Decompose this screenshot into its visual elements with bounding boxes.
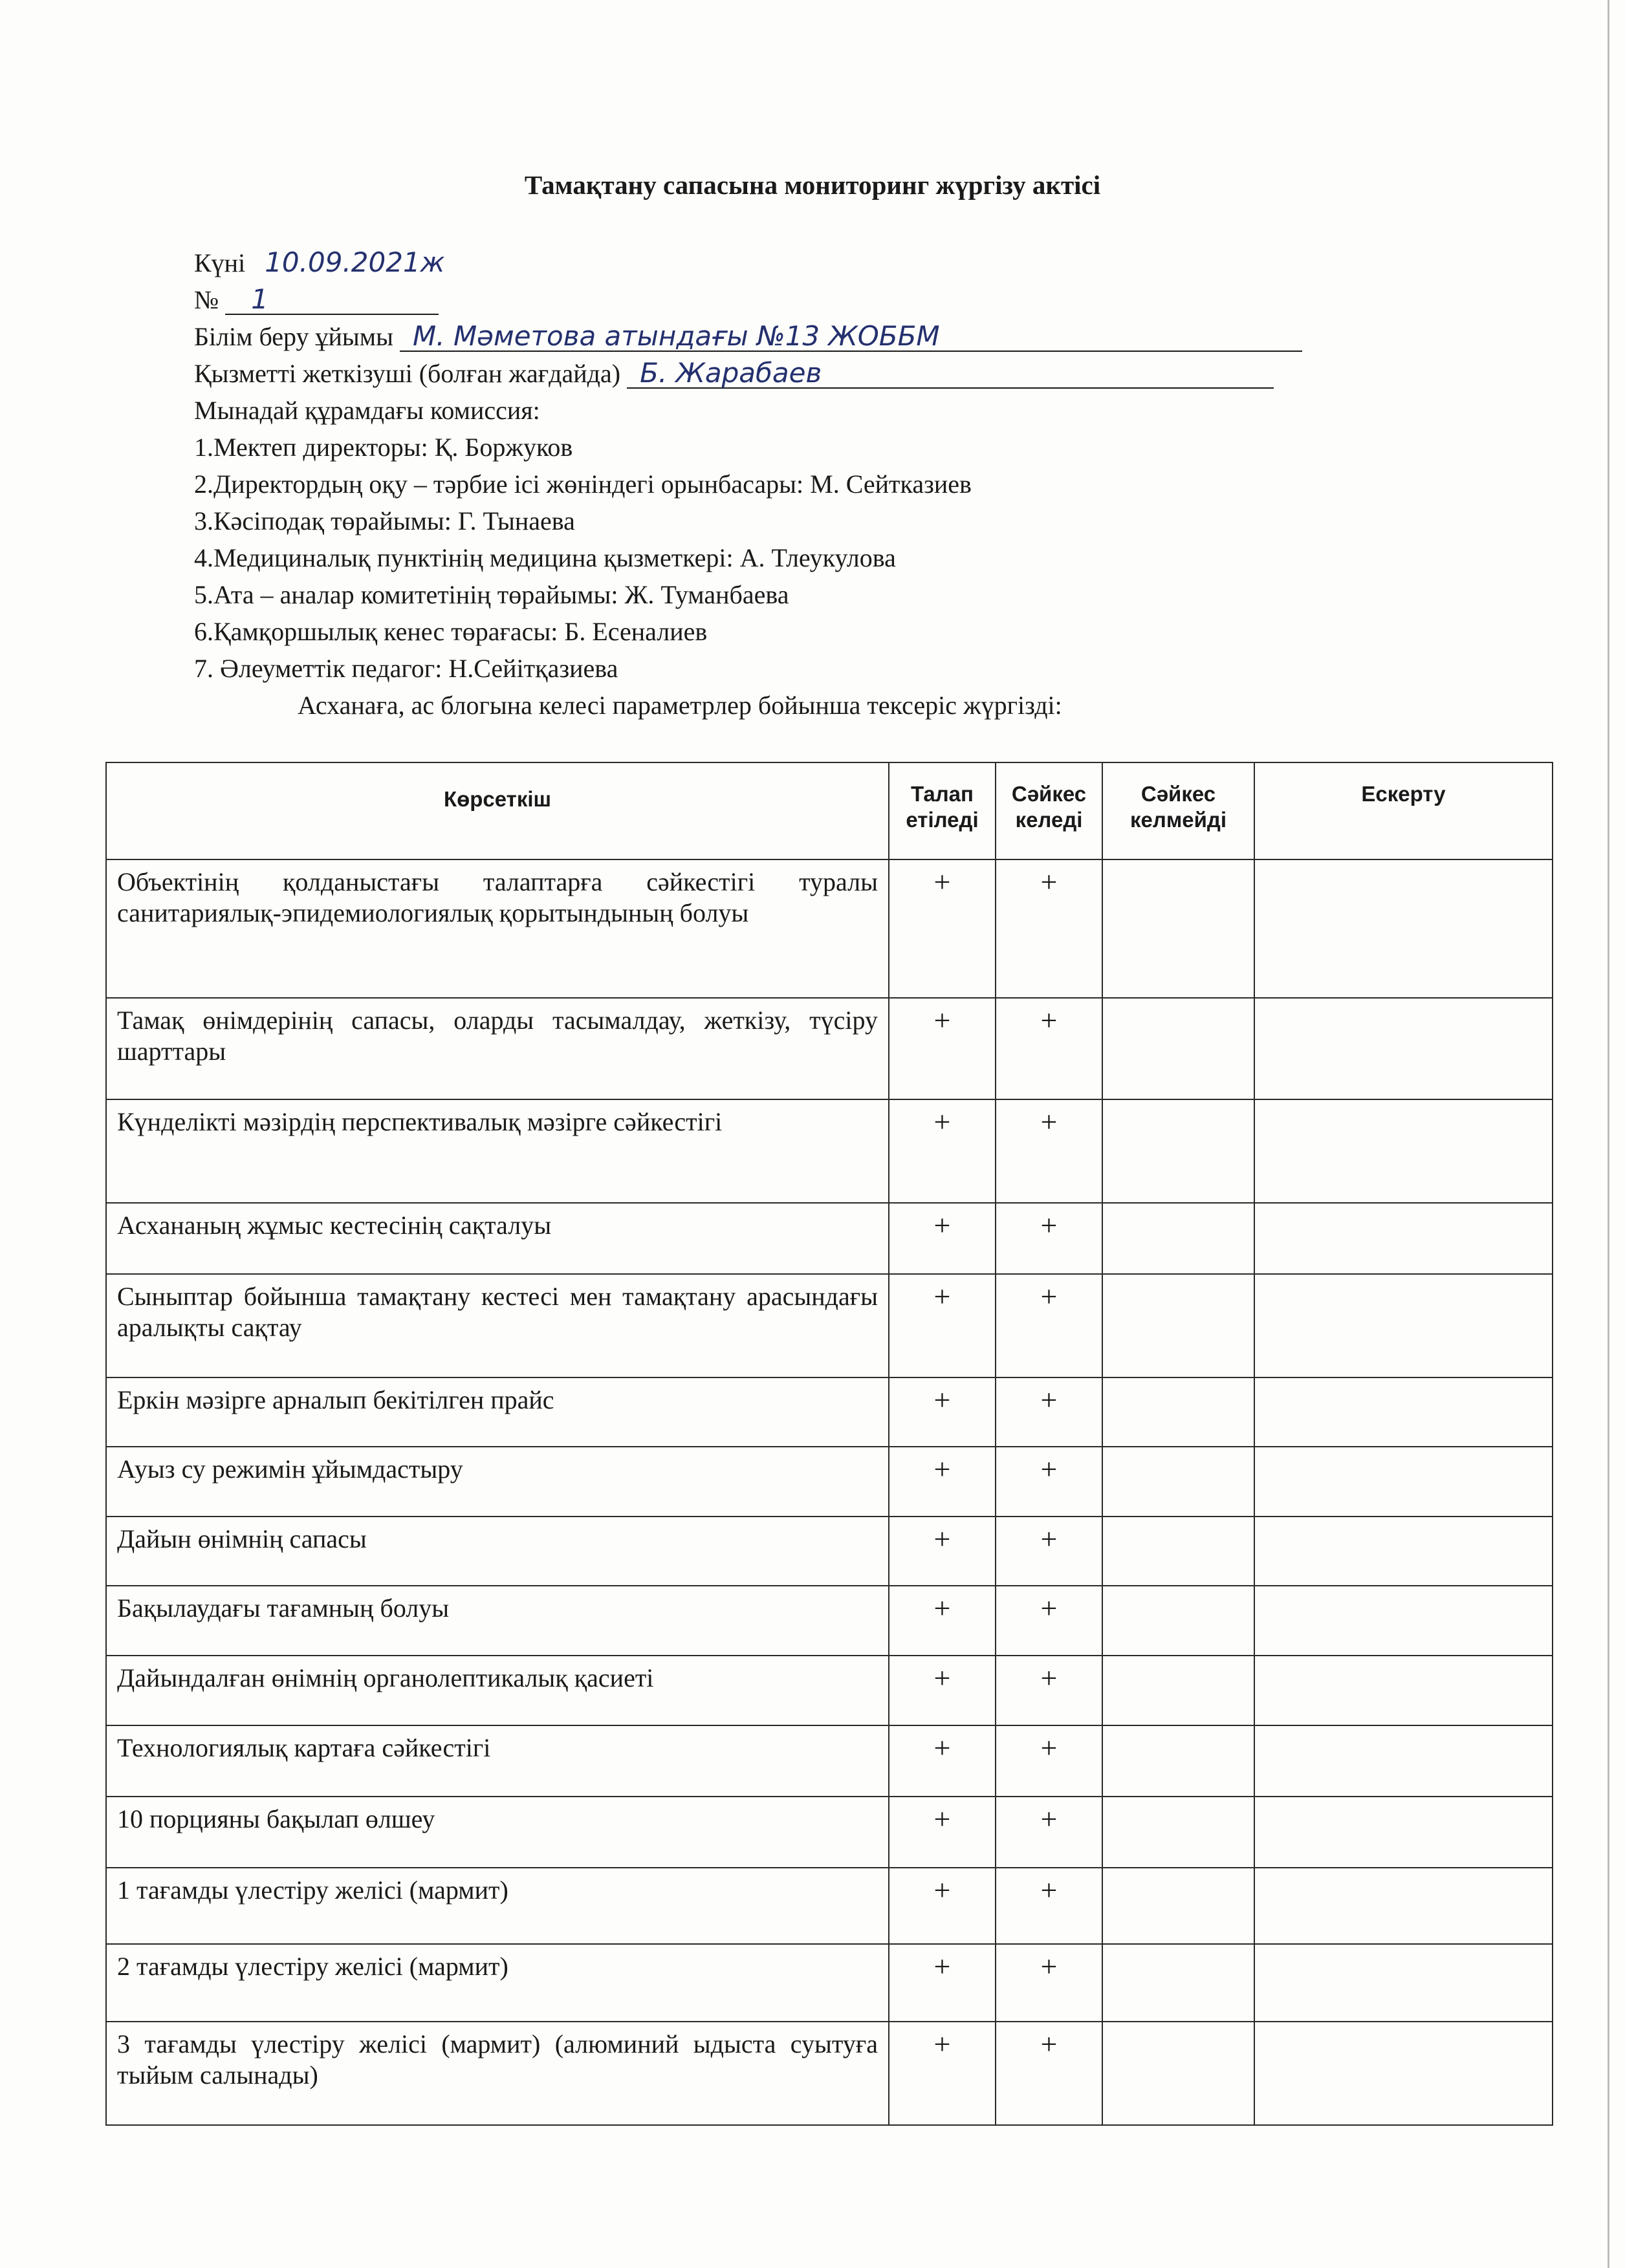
indicator-cell: 1 тағамды үлестіру желісі (мармит) — [106, 1868, 889, 1944]
required-cell: + — [889, 1656, 996, 1725]
header-noncompliant: Сәйкес келмейді — [1102, 762, 1254, 859]
table-row — [106, 1797, 1553, 1868]
compliant-cell: + — [996, 1099, 1102, 1203]
table-row — [106, 1725, 1553, 1797]
indicator-cell: 10 порцияны бақылап өлшеу — [106, 1797, 889, 1868]
inspection-table — [105, 762, 1553, 2126]
indicator-cell: Күнделікті мәзірдің перспективалық мәзірге сәйкестігі — [106, 1099, 889, 1203]
note-cell — [1254, 1447, 1553, 1517]
noncompliant-cell — [1102, 1725, 1254, 1797]
indicator-cell: 2 тағамды үлестіру желісі (мармит) — [106, 1944, 889, 2022]
act-header — [194, 244, 1423, 724]
commission-member: 5.Ата – аналар комитетінің төрайымы: Ж. Туманбаева — [194, 580, 789, 609]
indicator-cell: Тамақ өнімдерінің сапасы, оларды тасымалдау, жеткізу, түсіру шарттары — [106, 998, 889, 1099]
org-line — [194, 318, 1423, 355]
document-title: Тамақтану сапасына мониторинг жүргізу актісі — [524, 170, 1101, 200]
noncompliant-cell — [1102, 1797, 1254, 1868]
note-cell — [1254, 998, 1553, 1099]
indicator-cell: Дайындалған өнімнің органолептикалық қасиеті — [106, 1656, 889, 1725]
note-cell — [1254, 1377, 1553, 1447]
table-row — [106, 1517, 1553, 1586]
indicator-cell: Объектінің қолданыстағы талаптарға сәйкестігі туралы санитариялық-эпидемиологиялық қорытындының болуы — [106, 859, 889, 998]
compliant-cell: + — [996, 1517, 1102, 1586]
org-value: М. Мәметова атындағы №13 ЖОББМ — [400, 322, 1302, 352]
note-cell — [1254, 1586, 1553, 1656]
noncompliant-cell — [1102, 1377, 1254, 1447]
required-cell: + — [889, 1377, 996, 1447]
required-cell: + — [889, 1447, 996, 1517]
note-cell — [1254, 1868, 1553, 1944]
indicator-cell: Бақылаудағы тағамның болуы — [106, 1586, 889, 1656]
required-cell: + — [889, 1099, 996, 1203]
compliant-cell: + — [996, 1377, 1102, 1447]
required-cell: + — [889, 2022, 996, 2125]
indicator-cell: Сыныптар бойынша тамақтану кестесі мен тамақтану арасындағы аралықты сақтау — [106, 1274, 889, 1377]
noncompliant-cell — [1102, 859, 1254, 998]
required-cell: + — [889, 1586, 996, 1656]
table-header-row — [106, 762, 1553, 859]
required-cell: + — [889, 1274, 996, 1377]
compliant-cell: + — [996, 859, 1102, 998]
note-cell — [1254, 2022, 1553, 2125]
note-cell — [1254, 1517, 1553, 1586]
commission-member: 4.Медициналық пунктінің медицина қызметкері: А. Тлеукулова — [194, 543, 896, 572]
noncompliant-cell — [1102, 1447, 1254, 1517]
indicator-cell: Асхананың жұмыс кестесінің сақталуы — [106, 1203, 889, 1274]
commission-member: 6.Қамқоршылық кенес төрағасы: Б. Есеналиев — [194, 617, 708, 646]
compliant-cell: + — [996, 998, 1102, 1099]
header-compliant: Сәйкес келеді — [996, 762, 1102, 859]
provider-value: Б. Жарабаев — [627, 359, 1274, 389]
compliant-cell: + — [996, 1797, 1102, 1868]
compliant-cell: + — [996, 1203, 1102, 1274]
compliant-cell: + — [996, 1586, 1102, 1656]
required-cell: + — [889, 1517, 996, 1586]
table-row — [106, 1377, 1553, 1447]
required-cell: + — [889, 1944, 996, 2022]
required-cell: + — [889, 1725, 996, 1797]
noncompliant-cell — [1102, 2022, 1254, 2125]
compliant-cell: + — [996, 1274, 1102, 1377]
commission-member: 3.Кәсіподақ төрайымы: Г. Тынаева — [194, 506, 575, 535]
table-row — [106, 1586, 1553, 1656]
table-row — [106, 1656, 1553, 1725]
number-line — [194, 281, 1423, 318]
note-cell — [1254, 1203, 1553, 1274]
date-value: 10.09.2021ж — [265, 246, 445, 278]
org-label: Білім беру ұйымы — [194, 322, 393, 351]
header-required: Талап етіледі — [889, 762, 996, 859]
table-row — [106, 859, 1553, 998]
header-indicator: Көрсеткіш — [106, 762, 889, 859]
noncompliant-cell — [1102, 1656, 1254, 1725]
commission-member: 1.Мектеп директоры: Қ. Боржуков — [194, 433, 573, 462]
table-row — [106, 1944, 1553, 2022]
note-cell — [1254, 1944, 1553, 2022]
scan-edge-line — [1608, 0, 1609, 2268]
table-row — [106, 1868, 1553, 1944]
note-cell — [1254, 1274, 1553, 1377]
compliant-cell: + — [996, 1656, 1102, 1725]
compliant-cell: + — [996, 2022, 1102, 2125]
indicator-cell: Дайын өнімнің сапасы — [106, 1517, 889, 1586]
number-label: № — [194, 285, 219, 314]
compliant-cell: + — [996, 1447, 1102, 1517]
noncompliant-cell — [1102, 1944, 1254, 2022]
noncompliant-cell — [1102, 1099, 1254, 1203]
note-cell — [1254, 1656, 1553, 1725]
required-cell: + — [889, 998, 996, 1099]
header-note: Ескерту — [1254, 762, 1553, 859]
note-cell — [1254, 1099, 1553, 1203]
provider-line — [194, 355, 1423, 392]
noncompliant-cell — [1102, 1586, 1254, 1656]
compliant-cell: + — [996, 1944, 1102, 2022]
noncompliant-cell — [1102, 1274, 1254, 1377]
table-row — [106, 1447, 1553, 1517]
note-cell — [1254, 1797, 1553, 1868]
number-value: 1 — [225, 285, 439, 315]
noncompliant-cell — [1102, 998, 1254, 1099]
date-line — [194, 244, 1423, 281]
compliant-cell: + — [996, 1725, 1102, 1797]
table-row — [106, 998, 1553, 1099]
compliant-cell: + — [996, 1868, 1102, 1944]
required-cell: + — [889, 1203, 996, 1274]
noncompliant-cell — [1102, 1203, 1254, 1274]
indicator-cell: Ауыз су режимін ұйымдастыру — [106, 1447, 889, 1517]
commission-member: 2.Директордың оқу – тәрбие ісі жөніндегі орынбасары: М. Сейтказиев — [194, 470, 972, 499]
indicator-cell: 3 тағамды үлестіру желісі (мармит) (алюминий ыдыста суытуға тыйым салынады) — [106, 2022, 889, 2125]
table-row — [106, 2022, 1553, 2125]
inspection-intro: Асханаға, ас блогына келесі параметрлер бойынша тексеріс жүргізді: — [298, 691, 1062, 720]
note-cell — [1254, 1725, 1553, 1797]
note-cell — [1254, 859, 1553, 998]
required-cell: + — [889, 859, 996, 998]
indicator-cell: Еркін мәзірге арналып бекітілген прайс — [106, 1377, 889, 1447]
commission-intro: Мынадай құрамдағы комиссия: — [194, 396, 540, 425]
date-label: Күні — [194, 248, 246, 277]
required-cell: + — [889, 1868, 996, 1944]
required-cell: + — [889, 1797, 996, 1868]
noncompliant-cell — [1102, 1517, 1254, 1586]
table-row — [106, 1099, 1553, 1203]
commission-member: 7. Әлеуметтік педагог: Н.Сейітқазиева — [194, 654, 618, 683]
table-row — [106, 1274, 1553, 1377]
noncompliant-cell — [1102, 1868, 1254, 1944]
indicator-cell: Технологиялық картаға сәйкестігі — [106, 1725, 889, 1797]
table-row — [106, 1203, 1553, 1274]
provider-label: Қызметті жеткізуші (болған жағдайда) — [194, 359, 621, 388]
